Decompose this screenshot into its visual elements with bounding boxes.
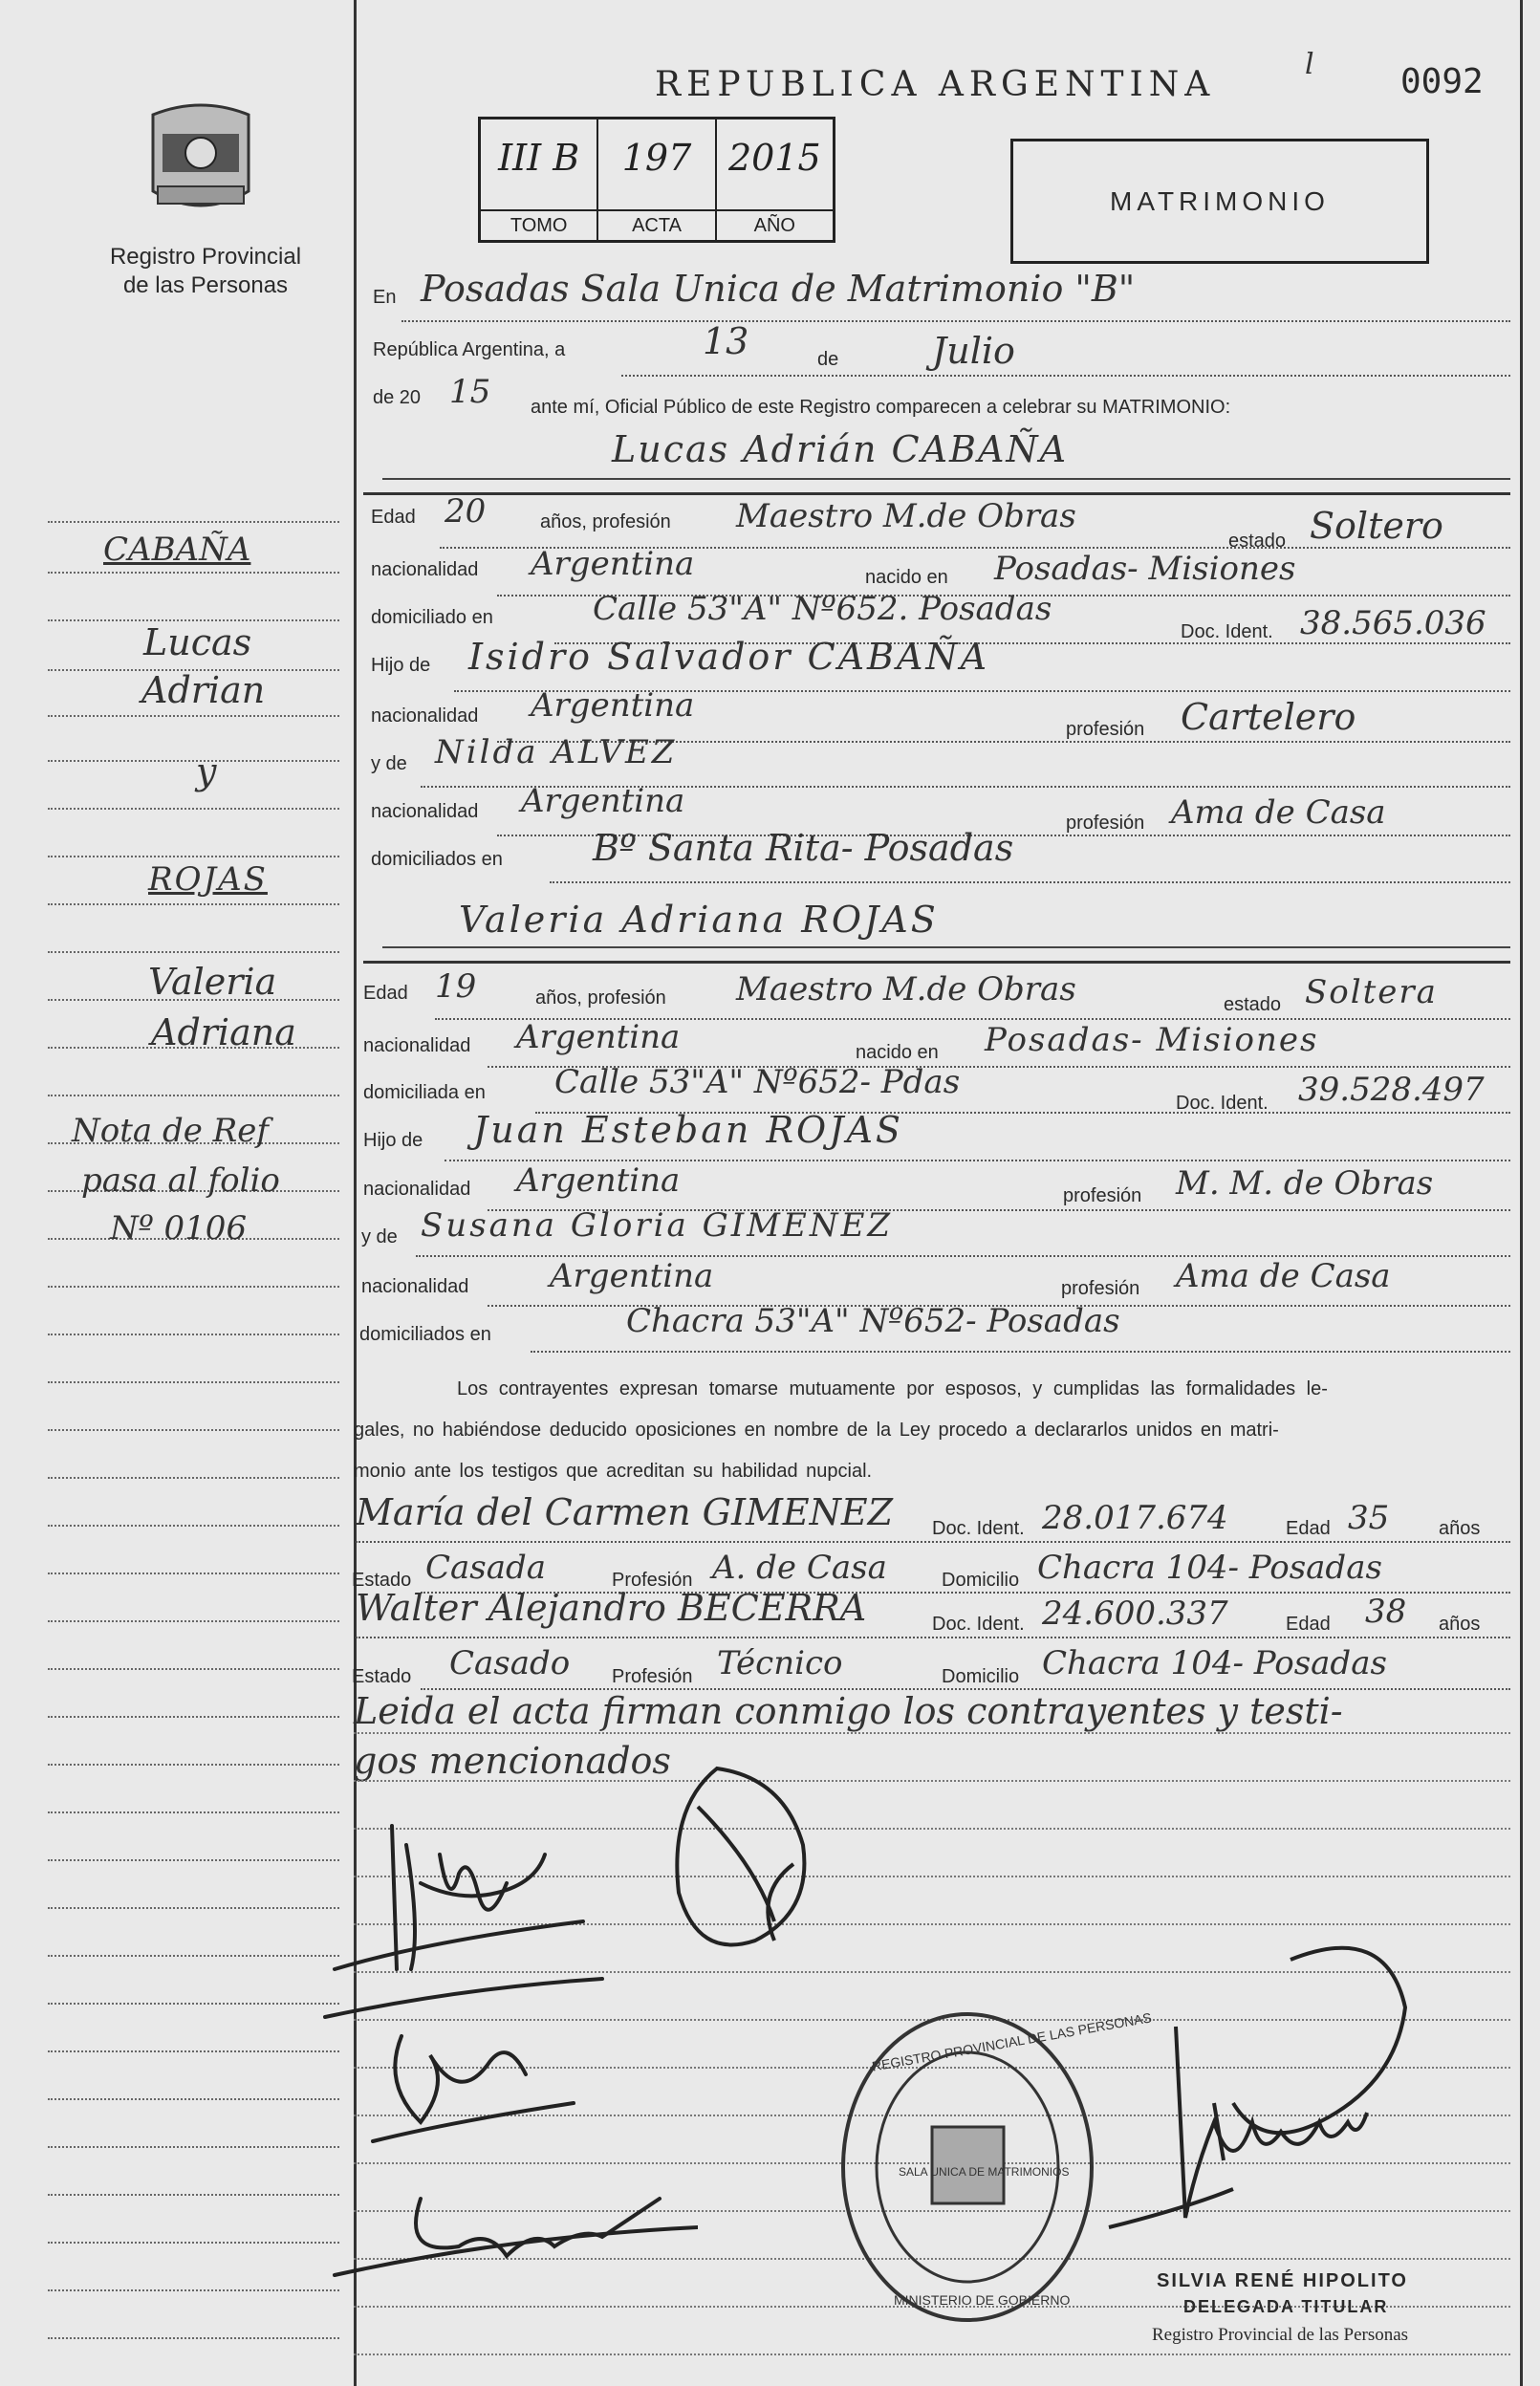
stamp-outer-top: REGISTRO PROVINCIAL DE LAS PERSONAS [870, 2009, 1153, 2074]
bride-nacionalidad: Argentina [516, 1018, 681, 1056]
registry-seal-icon [143, 96, 258, 220]
witness-1-dom-label: Domicilio [942, 1570, 1020, 1591]
margin-line [48, 1811, 339, 1813]
margin-line [48, 2242, 339, 2244]
bride-anos-profesion-label: años, profesión [535, 987, 666, 1009]
margin-note-line-3: Nº 0106 [110, 1209, 248, 1247]
margin-note-line-2: pasa al folio [81, 1161, 280, 1200]
groom-mother-label: y de [371, 753, 407, 774]
groom-mother-nac-label: nacionalidad [371, 801, 479, 822]
margin-line [48, 1859, 339, 1861]
groom-name-line [382, 478, 1510, 480]
registry-name-2: de las Personas [122, 272, 289, 298]
stamp-inner: SALA UNICA DE MATRIMONIOS [899, 2165, 1070, 2179]
margin-groom-first: Lucas [143, 621, 252, 663]
bride-father-label: Hijo de [363, 1130, 423, 1151]
declaration-line-2: gales, no habiéndose deducido oposiciones en nombre de la Ley procedo a declararlos unidos en matri- [354, 1420, 1279, 1441]
place: Posadas Sala Unica de Matrimonio "B" [421, 268, 1136, 310]
witness-2-estado: Casado [449, 1644, 571, 1682]
witness-2-estado-label: Estado [352, 1666, 412, 1687]
registry-name-1: Registro Provincial [109, 244, 302, 270]
bride-mother-nac: Argentina [550, 1257, 714, 1295]
groom-parents-dom: Bº Santa Rita- Posadas [593, 827, 1014, 869]
margin-line [48, 2337, 339, 2339]
groom-dom-label: domiciliado en [371, 607, 493, 628]
groom-nacido: Posadas- Misiones [994, 550, 1296, 588]
bride-nacido-label: nacido en [856, 1042, 939, 1063]
ano-label: AÑO [717, 209, 833, 240]
en-label: En [373, 287, 397, 308]
right-border-line [1520, 0, 1523, 2386]
bride-parents-dom-label: domiciliados en [359, 1324, 491, 1345]
folio-mark: l [1305, 48, 1314, 81]
groom-estado: Soltero [1310, 505, 1443, 547]
witness-2-anos-label: años [1439, 1614, 1481, 1635]
tomo-label: TOMO [481, 209, 596, 240]
groom-full-name: Lucas Adrián CABAÑA [612, 428, 1069, 470]
margin-line [48, 760, 339, 762]
margin-line [48, 1334, 339, 1335]
groom-anos-profesion-label: años, profesión [540, 511, 671, 532]
ruled-line [354, 2353, 1510, 2355]
witness-1-doc-label: Doc. Ident. [932, 1518, 1025, 1539]
margin-line [48, 2194, 339, 2196]
margin-groom-second: Adrian [141, 669, 266, 711]
signature-loop-icon [660, 1749, 832, 1979]
acta-cell [598, 119, 716, 240]
bride-nacido: Posadas- Misiones [985, 1021, 1319, 1059]
margin-line [48, 808, 339, 810]
margin-line [48, 1381, 339, 1383]
groom-father: Isidro Salvador CABAÑA [468, 636, 990, 678]
bride-edad-label: Edad [363, 983, 408, 1004]
groom-parents-dom-label: domiciliados en [371, 849, 503, 870]
witness-1-line-1 [356, 1541, 1510, 1543]
witness-1-profesion: A. de Casa [712, 1549, 887, 1587]
groom-mother-nac: Argentina [521, 782, 685, 820]
margin-note-line-1: Nota de Ref [72, 1112, 269, 1150]
groom-estado-label: estado [1228, 531, 1287, 552]
bride-section-line [363, 961, 1510, 964]
groom-doc-label: Doc. Ident. [1181, 621, 1273, 642]
margin-line [48, 1764, 339, 1766]
witness-2-name: Walter Alejandro BECERRA [356, 1587, 867, 1629]
document-type: MATRIMONIO [1110, 185, 1330, 216]
signature-scribble-icon [315, 1816, 698, 2352]
margin-line [48, 1477, 339, 1479]
witness-1-estado: Casada [425, 1549, 547, 1587]
witness-1-anos-label: años [1439, 1518, 1481, 1539]
margin-line [48, 2050, 339, 2052]
country-title: REPUBLICA ARGENTINA [655, 65, 1216, 104]
margin-line [48, 1668, 339, 1670]
bride-father-prof: M. M. de Obras [1176, 1164, 1434, 1203]
margin-line [48, 2146, 339, 2148]
margin-line [48, 572, 339, 574]
declaration-line-1: Los contrayentes expresan tomarse mutuamente por esposos, y cumplidas las formalidades le- [457, 1378, 1328, 1399]
margin-line [48, 715, 339, 717]
margin-line [48, 1286, 339, 1288]
folio-number: 0092 [1400, 62, 1484, 101]
groom-profesion: Maestro M.de Obras [736, 497, 1076, 535]
bride-nac-label: nacionalidad [363, 1035, 471, 1056]
witness-1-name: María del Carmen GIMENEZ [356, 1491, 894, 1533]
de-label: de [817, 349, 839, 370]
margin-line [48, 521, 339, 523]
closing-line-2: gos mencionados [354, 1740, 671, 1782]
margin-line [48, 1573, 339, 1574]
margin-line [48, 903, 339, 905]
bride-mother-prof: Ama de Casa [1176, 1257, 1391, 1295]
act-box [478, 117, 835, 243]
day: 13 [703, 320, 749, 362]
acta-label: ACTA [598, 209, 714, 240]
witness-2-doc-label: Doc. Ident. [932, 1614, 1025, 1635]
groom-nacido-label: nacido en [865, 567, 948, 588]
bride-edad: 19 [435, 967, 477, 1006]
republica-label: República Argentina, a [373, 339, 566, 360]
witness-1-prof-label: Profesión [612, 1570, 693, 1591]
groom-father-nac: Argentina [531, 686, 695, 725]
witness-2-line-1 [356, 1637, 1510, 1638]
groom-mother: Nilda ALVEZ [435, 733, 678, 771]
witness-2-doc: 24.600.337 [1042, 1594, 1228, 1633]
bride-domicilio: Calle 53"A" Nº652- Pdas [554, 1063, 961, 1101]
margin-line [48, 1716, 339, 1718]
document-type-box [1010, 139, 1429, 264]
place-line [401, 320, 1510, 322]
bride-mother-label: y de [361, 1226, 398, 1247]
official-title: DELEGADA TITULAR [1183, 2297, 1389, 2316]
groom-domicilio: Calle 53"A" Nº652. Posadas [593, 590, 1052, 628]
witness-2-edad-label: Edad [1286, 1614, 1331, 1635]
groom-edad: 20 [445, 492, 487, 531]
bride-father-nac: Argentina [516, 1161, 681, 1200]
bride-father-nac-label: nacionalidad [363, 1179, 471, 1200]
groom-section-line [363, 492, 1510, 495]
groom-father-prof: Cartelero [1181, 696, 1356, 738]
witness-1-edad: 35 [1348, 1499, 1390, 1537]
bride-mother-nac-label: nacionalidad [361, 1276, 469, 1297]
bride-mother: Susana Gloria GIMENEZ [421, 1206, 894, 1245]
bride-mother-prof-label: profesión [1061, 1278, 1140, 1299]
margin-line [48, 1955, 339, 1957]
year-suffix: 15 [449, 373, 491, 411]
groom-nac-label: nacionalidad [371, 559, 479, 580]
margin-line [48, 2098, 339, 2100]
groom-nacionalidad: Argentina [531, 545, 695, 583]
witness-1-domicilio: Chacra 104- Posadas [1037, 1549, 1382, 1587]
bride-doc: 39.528.497 [1298, 1071, 1485, 1109]
ruled-line [354, 1780, 1510, 1782]
margin-line [48, 2003, 339, 2005]
bride-profesion: Maestro M.de Obras [736, 970, 1076, 1009]
bride-full-name: Valeria Adriana ROJAS [459, 899, 939, 941]
margin-line [48, 1095, 339, 1096]
month: Julio [932, 330, 1015, 372]
tomo-cell [481, 119, 598, 240]
bride-dom-label: domiciliada en [363, 1082, 486, 1103]
bride-father: Juan Esteban ROJAS [473, 1109, 903, 1151]
margin-line [48, 2289, 339, 2291]
margin-bride-second: Adriana [151, 1011, 296, 1053]
bride-estado: Soltera [1305, 973, 1438, 1011]
witness-2-dom-label: Domicilio [942, 1666, 1020, 1687]
margin-line [48, 1525, 339, 1527]
groom-line-8 [550, 881, 1510, 883]
groom-father-nac-label: nacionalidad [371, 705, 479, 727]
bride-doc-label: Doc. Ident. [1176, 1093, 1269, 1114]
date-line [621, 375, 1510, 377]
margin-conj: y [196, 750, 217, 792]
tomo-value: III B [498, 137, 580, 179]
witness-2-prof-label: Profesión [612, 1666, 693, 1687]
witness-1-doc: 28.017.674 [1042, 1499, 1228, 1537]
ruled-line [354, 1732, 1510, 1734]
stamp-outer-bottom: MINISTERIO DE GOBIERNO [894, 2292, 1071, 2308]
witness-1-estado-label: Estado [352, 1570, 412, 1591]
bride-parents-dom: Chacra 53"A" Nº652- Posadas [626, 1302, 1120, 1340]
groom-father-prof-label: profesión [1066, 719, 1145, 740]
declaration-line-3: monio ante los testigos que acreditan su habilidad nupcial. [354, 1461, 873, 1482]
margin-bride-first: Valeria [148, 961, 277, 1003]
margin-bride-surname: ROJAS [148, 860, 268, 899]
ano-cell [717, 119, 833, 240]
witness-1-edad-label: Edad [1286, 1518, 1331, 1539]
bride-line-8 [531, 1351, 1510, 1353]
witness-2-domicilio: Chacra 104- Posadas [1042, 1644, 1387, 1682]
groom-mother-prof: Ama de Casa [1171, 793, 1386, 832]
witness-2-profesion: Técnico [717, 1644, 843, 1682]
margin-line [48, 1907, 339, 1909]
official-office: Registro Provincial de las Personas [1152, 2325, 1409, 2345]
margin-line [48, 951, 339, 953]
closing-line-1: Leida el acta firman conmigo los contrayentes y testi- [354, 1690, 1343, 1732]
ante-text: ante mí, Oficial Público de este Registro comparecen a celebrar su MATRIMONIO: [531, 397, 1231, 418]
official-name: SILVIA RENÉ HIPOLITO [1157, 2270, 1408, 2291]
bride-father-prof-label: profesión [1063, 1185, 1142, 1206]
groom-mother-prof-label: profesión [1066, 813, 1145, 834]
margin-groom-surname: CABAÑA [103, 531, 251, 569]
official-signature-icon [1071, 1931, 1434, 2256]
groom-father-label: Hijo de [371, 655, 431, 676]
bride-estado-label: estado [1224, 994, 1282, 1015]
ano-value: 2015 [727, 137, 821, 179]
margin-line [48, 856, 339, 857]
year-prefix: de 20 [373, 387, 422, 408]
margin-line [48, 1429, 339, 1431]
witness-2-edad: 38 [1365, 1593, 1407, 1631]
groom-edad-label: Edad [371, 507, 416, 528]
bride-name-line [382, 946, 1510, 948]
groom-doc: 38.565.036 [1300, 604, 1486, 642]
margin-line [48, 1620, 339, 1622]
acta-value: 197 [621, 137, 692, 179]
